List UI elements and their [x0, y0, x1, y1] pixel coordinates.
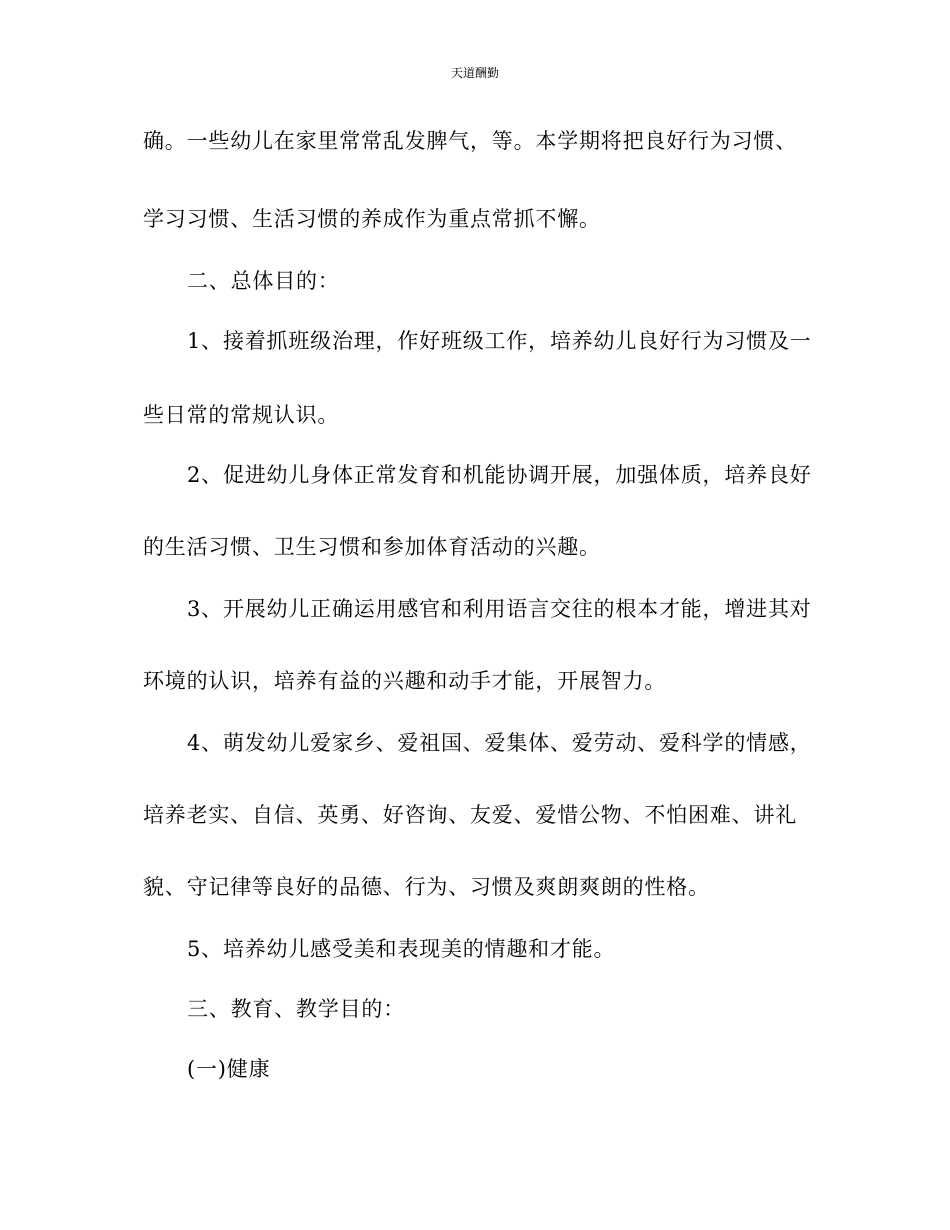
body-line: 4、萌发幼儿爱家乡、爱祖国、爱集体、爱劳动、爱科学的情感， [187, 731, 812, 755]
body-line: 5、培养幼儿感受美和表现美的情趣和才能。 [187, 937, 616, 961]
subsection-heading: (一)健康 [187, 1057, 271, 1081]
body-line: 环境的认识，培养有益的兴趣和动手才能，开展智力。 [143, 669, 667, 693]
body-line: 确。一些幼儿在家里常常乱发脾气，等。本学期将把良好行为习惯、 [143, 129, 797, 153]
body-line: 1、接着抓班级治理，作好班级工作，培养幼儿良好行为习惯及一 [187, 329, 812, 353]
body-line: 貌、守记律等良好的品德、行为、习惯及爽朗爽朗的性格。 [143, 875, 710, 899]
page-header: 天道酬勤 [450, 66, 499, 80]
body-line: 些日常的常规认识。 [143, 403, 340, 427]
body-line: 3、开展幼儿正确运用感官和利用语言交往的根本才能，增进其对 [187, 597, 812, 621]
section-heading: 二、总体目的： [187, 269, 340, 293]
body-line: 的生活习惯、卫生习惯和参加体育活动的兴趣。 [143, 535, 601, 559]
body-line: 2、促进幼儿身体正常发育和机能协调开展，加强体质，培养良好 [187, 463, 812, 487]
section-heading: 三、教育、教学目的： [187, 997, 405, 1021]
body-line: 培养老实、自信、英勇、好咨询、友爱、爱惜公物、不怕困难、讲礼 [143, 803, 797, 827]
body-line: 学习习惯、生活习惯的养成作为重点常抓不懈。 [143, 207, 601, 231]
